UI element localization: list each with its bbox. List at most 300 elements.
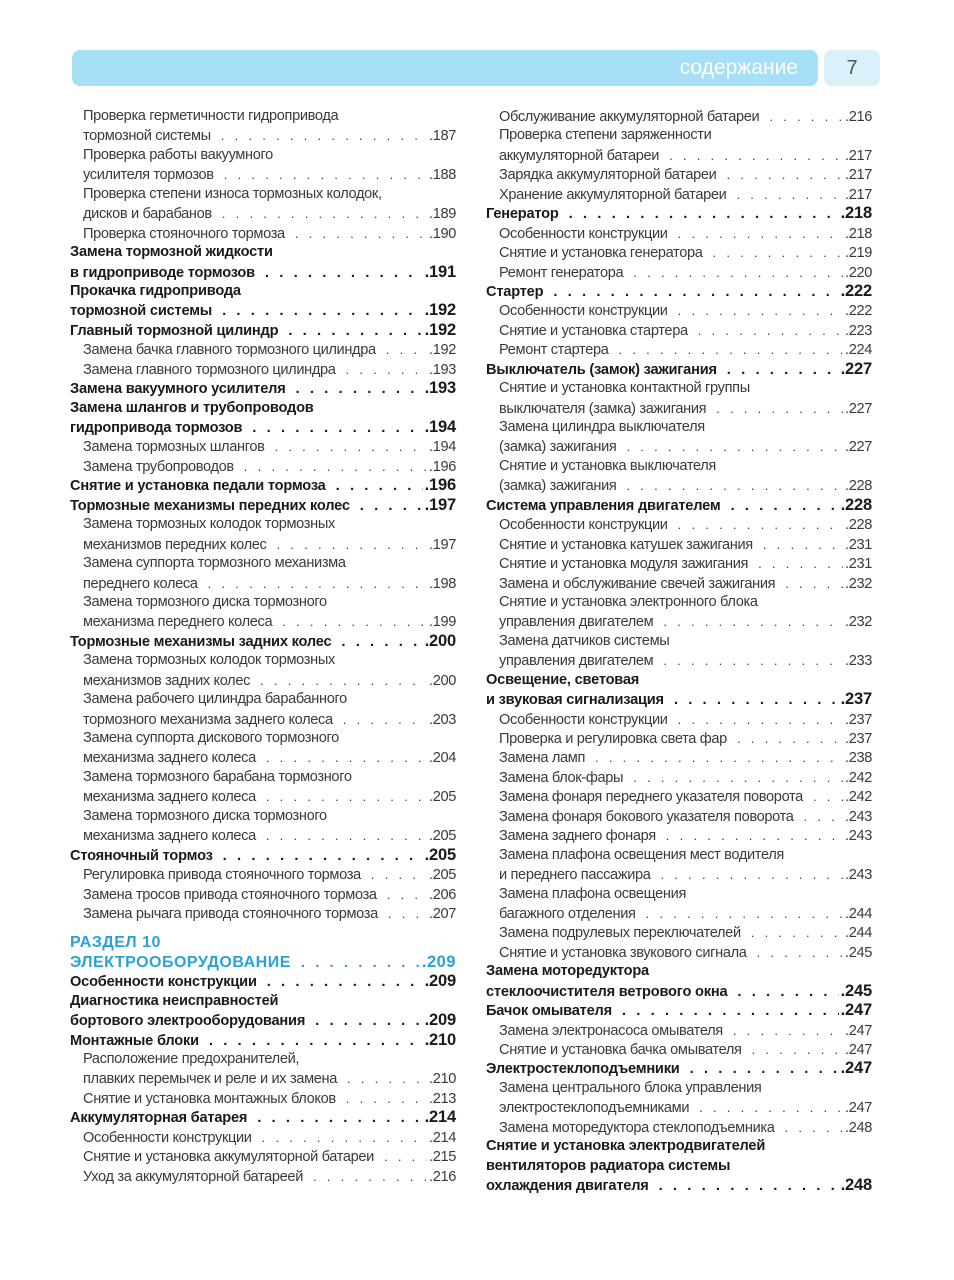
toc-entry-title: Снятие и установка катушек зажигания xyxy=(499,536,753,553)
toc-entry xyxy=(486,437,872,456)
toc-entry-page: .220 xyxy=(844,264,872,281)
toc-entry-title: Замена и обслуживание свечей зажигания xyxy=(499,575,776,592)
dot-leader xyxy=(266,748,427,767)
toc-entry xyxy=(486,574,872,593)
toc-entry xyxy=(70,992,456,1011)
dot-leader xyxy=(222,204,427,223)
toc-entry-title: Замена датчиков системы xyxy=(499,632,670,649)
toc-entry-title: Замена плафона освещения xyxy=(499,885,686,902)
toc-entry xyxy=(70,865,456,884)
toc-entry xyxy=(486,807,872,826)
toc-entry-page: .217 xyxy=(844,147,872,164)
toc-entry-title: управления двигателем xyxy=(499,653,654,670)
toc-entry-title: усилителя тормозов xyxy=(83,167,214,184)
toc-entry-page: .248 xyxy=(840,1176,872,1195)
toc-entry-page: .242 xyxy=(844,769,872,786)
toc-entry xyxy=(70,632,456,651)
toc-entry-title: Замена суппорта дискового тормозного xyxy=(83,730,339,746)
dot-leader xyxy=(301,953,420,972)
toc-entry-page: .237 xyxy=(844,731,872,747)
toc-entry xyxy=(70,457,456,476)
dot-leader xyxy=(553,282,838,301)
toc-entry-page: .196 xyxy=(424,476,456,495)
toc-entry-title: вентиляторов радиатора системы xyxy=(486,1157,731,1174)
toc-entry-page: .222 xyxy=(840,281,872,300)
toc-entry xyxy=(486,768,872,787)
toc-entry-title: механизмов передних колес xyxy=(83,536,267,553)
toc-entry xyxy=(70,146,456,165)
toc-entry xyxy=(70,885,456,904)
toc-entry-title: Хранение аккумуляторной батареи xyxy=(499,186,727,203)
toc-entry-page: .205 xyxy=(424,845,456,864)
toc-entry-title: Замена тормозного барабана тормозного xyxy=(83,768,352,785)
toc-entry-title: Проверка степени износа тормозных колодок, xyxy=(83,185,382,202)
toc-entry-title: Замена подрулевых переключателей xyxy=(499,925,741,942)
dot-leader xyxy=(716,399,843,418)
toc-entry-title: Замена плафона освещения мест водителя xyxy=(499,846,784,863)
toc-entry-page: .216 xyxy=(428,1168,456,1185)
toc-entry xyxy=(486,710,872,729)
toc-entry-page: .203 xyxy=(428,711,456,728)
toc-entry-title: Монтажные блоки xyxy=(70,1032,199,1049)
toc-entry-title: Замена главного тормозного цилиндра xyxy=(83,361,336,378)
dot-leader xyxy=(669,146,843,165)
toc-entry-title: Снятие и установка звукового сигнала xyxy=(499,944,747,961)
toc-entry xyxy=(70,904,456,923)
dot-leader xyxy=(633,768,843,787)
toc-entry-title: тормозного механизма заднего колеса xyxy=(83,711,333,728)
toc-entry-page: .190 xyxy=(428,225,456,242)
toc-entry-page: .227 xyxy=(840,359,872,378)
toc-entry-title: и переднего пассажира xyxy=(499,867,651,884)
toc-entry-title: Обслуживание аккумуляторной батареи xyxy=(499,109,760,125)
toc-entry xyxy=(70,612,456,631)
toc-entry xyxy=(486,165,872,184)
toc-entry xyxy=(70,554,456,573)
toc-entry-title: Замена тормозного диска тормозного xyxy=(83,593,327,610)
toc-entry xyxy=(70,224,456,243)
dot-leader xyxy=(265,263,423,282)
toc-entry-page: .228 xyxy=(844,478,872,495)
dot-leader xyxy=(221,126,427,145)
toc-entry-title: Снятие и установка бачка омывателя xyxy=(499,1042,742,1058)
toc-entry-page: .219 xyxy=(844,245,872,262)
toc-entry xyxy=(486,476,872,495)
toc-entry-page: .194 xyxy=(428,439,456,456)
toc-entry-page: .209 xyxy=(421,952,456,971)
toc-entry xyxy=(486,729,872,748)
toc-entry xyxy=(70,1108,456,1127)
toc-entry-title: Снятие и установка педали тормоза xyxy=(70,478,326,495)
toc-entry xyxy=(486,146,872,165)
dot-leader xyxy=(288,321,422,340)
toc-entry-page: .245 xyxy=(844,944,872,961)
toc-entry xyxy=(486,185,872,204)
toc-entry xyxy=(486,496,872,515)
toc-entry xyxy=(70,826,456,845)
toc-entry xyxy=(486,826,872,845)
toc-entry-title: Снятие и установка аккумуляторной батареи xyxy=(83,1149,374,1166)
toc-entry-page: .192 xyxy=(424,320,456,339)
toc-entry-page: .244 xyxy=(844,925,872,942)
toc-entry-page: .227 xyxy=(844,439,872,456)
dot-leader xyxy=(266,826,427,845)
dot-leader xyxy=(346,1089,427,1108)
toc-entry xyxy=(70,1128,456,1147)
dot-leader xyxy=(758,554,843,573)
toc-entry xyxy=(70,107,456,126)
toc-entry-page: .206 xyxy=(428,886,456,903)
toc-entry xyxy=(70,1050,456,1069)
toc-entry-title: Замена фонаря переднего указателя поворота xyxy=(499,789,803,806)
dot-leader xyxy=(659,1176,839,1195)
dot-leader xyxy=(733,1021,843,1040)
dot-leader xyxy=(785,1118,843,1137)
toc-entry-title: Замена тросов привода стояночного тормоза xyxy=(83,886,377,903)
dot-leader xyxy=(663,651,843,670)
dot-leader xyxy=(737,982,838,1001)
header-bar xyxy=(72,50,818,86)
toc-entry-title: Замена заднего фонаря xyxy=(499,828,656,845)
toc-entry xyxy=(70,340,456,359)
toc-entry xyxy=(486,612,872,631)
toc-entry xyxy=(70,807,456,826)
toc-entry xyxy=(486,535,872,554)
toc-entry xyxy=(70,165,456,184)
toc-entry xyxy=(70,846,456,865)
toc-entry-title: Замена тормозных колодок тормозных xyxy=(83,652,335,669)
toc-right-column xyxy=(486,107,872,1196)
toc-entry xyxy=(70,535,456,554)
toc-entry-page: .216 xyxy=(844,109,872,125)
toc-entry-title: Замена моторедуктора xyxy=(486,963,649,980)
toc-entry-title: Замена цилиндра выключателя xyxy=(499,419,705,435)
dot-leader xyxy=(752,1040,843,1059)
dot-leader xyxy=(569,204,839,223)
dot-leader xyxy=(713,243,843,262)
toc-entry-title: плавких перемычек и реле и их замена xyxy=(83,1071,337,1088)
toc-entry-page: .200 xyxy=(428,672,456,689)
toc-entry-page: .217 xyxy=(844,186,872,203)
toc-entry-title: Бачок омывателя xyxy=(486,1003,612,1020)
toc-entry-page: .232 xyxy=(844,614,872,631)
toc-entry-title: Генератор xyxy=(486,206,559,223)
toc-entry-title: Особенности конструкции xyxy=(83,1129,252,1146)
toc-entry-title: Замена блок-фары xyxy=(499,769,624,786)
toc-entry-title: Зарядка аккумуляторной батареи xyxy=(499,167,717,184)
toc-entry-page: .233 xyxy=(844,653,872,670)
dot-leader xyxy=(736,185,843,204)
toc-entry xyxy=(486,243,872,262)
toc-entry-title: механизма заднего колеса xyxy=(83,789,256,806)
toc-entry-title: Уход за аккумуляторной батареей xyxy=(83,1168,303,1185)
dot-leader xyxy=(252,418,422,437)
toc-entry-title: Замена рычага привода стояночного тормоза xyxy=(83,905,378,922)
toc-entry-title: Замена тормозной жидкости xyxy=(70,244,273,261)
toc-entry xyxy=(486,399,872,418)
dot-leader xyxy=(260,671,427,690)
toc-entry-title: Особенности конструкции xyxy=(70,974,257,991)
toc-entry-page: .210 xyxy=(428,1071,456,1088)
dot-leader xyxy=(678,224,843,243)
toc-entry-title: Особенности конструкции xyxy=(499,711,668,728)
toc-entry-title: дисков и барабанов xyxy=(83,206,212,223)
dot-leader xyxy=(751,923,843,942)
toc-left-column xyxy=(70,107,456,1186)
toc-entry xyxy=(70,185,456,204)
toc-entry xyxy=(70,933,456,952)
toc-entry-page: .196 xyxy=(428,458,456,475)
toc-entry-title: Система управления двигателем xyxy=(486,497,721,514)
toc-entry-title: Диагностика неисправностей xyxy=(70,992,279,1009)
toc-entry-title: Замена бачка главного тормозного цилиндра xyxy=(83,342,376,359)
dot-leader xyxy=(785,574,843,593)
toc-entry-title: Замена моторедуктора стеклоподъемника xyxy=(499,1119,775,1136)
toc-entry-title: Прокачка гидропривода xyxy=(70,282,241,299)
toc-entry-title: багажного отделения xyxy=(499,905,636,922)
dot-leader xyxy=(646,904,843,923)
toc-entry-title: Стартер xyxy=(486,283,544,300)
toc-entry-title: Проверка степени заряженности xyxy=(499,127,712,144)
toc-entry-title: Проверка и регулировка света фар xyxy=(499,731,727,747)
toc-entry xyxy=(486,923,872,942)
dot-leader xyxy=(295,224,427,243)
toc-entry-title: (замка) зажигания xyxy=(499,478,617,495)
toc-entry-title: управления двигателем xyxy=(499,614,654,631)
toc-entry xyxy=(486,1176,872,1195)
toc-entry-title: охлаждения двигателя xyxy=(486,1178,649,1195)
toc-entry-title: (замка) зажигания xyxy=(499,439,617,456)
toc-entry-title: РАЗДЕЛ 10 xyxy=(70,934,161,952)
toc-entry-title: Замена фонаря бокового указателя поворота xyxy=(499,808,794,825)
toc-entry-page: .243 xyxy=(844,808,872,825)
dot-leader xyxy=(626,476,843,495)
dot-leader xyxy=(661,865,843,884)
toc-entry xyxy=(70,729,456,748)
toc-entry-title: стеклоочистителя ветрового окна xyxy=(486,983,728,1000)
toc-entry-title: Замена центрального блока управления xyxy=(499,1079,762,1096)
toc-entry xyxy=(70,418,456,437)
dot-leader xyxy=(663,612,843,631)
dot-leader xyxy=(266,787,427,806)
toc-entry-page: .247 xyxy=(840,1001,872,1020)
toc-entry xyxy=(70,204,456,223)
toc-entry xyxy=(486,554,872,573)
toc-entry-page: .197 xyxy=(428,536,456,553)
toc-entry xyxy=(486,1021,872,1040)
toc-entry-title: механизма заднего колеса xyxy=(83,828,256,845)
toc-entry-title: Проверка герметичности гидропривода xyxy=(83,108,339,124)
toc-entry-title: Особенности конструкции xyxy=(499,303,668,320)
toc-entry xyxy=(486,263,872,282)
toc-entry-page: .188 xyxy=(428,167,456,184)
toc-entry-title: в гидроприводе тормозов xyxy=(70,264,255,281)
toc-entry xyxy=(70,282,456,301)
toc-entry xyxy=(486,224,872,243)
toc-entry-title: Снятие и установка монтажных блоков xyxy=(83,1090,336,1107)
toc-entry-page: .237 xyxy=(844,711,872,728)
toc-entry-page: .205 xyxy=(428,867,456,884)
toc-entry-title: Особенности конструкции xyxy=(499,517,668,534)
toc-entry xyxy=(70,1011,456,1030)
toc-entry-page: .205 xyxy=(428,828,456,845)
toc-entry xyxy=(70,671,456,690)
toc-entry xyxy=(486,282,872,301)
toc-entry-title: бортового электрооборудования xyxy=(70,1013,306,1030)
toc-entry-title: Выключатель (замок) зажигания xyxy=(486,361,717,378)
toc-entry-title: Снятие и установка стартера xyxy=(499,322,688,339)
toc-entry-title: гидропривода тормозов xyxy=(70,420,243,436)
toc-entry-page: .209 xyxy=(424,972,456,991)
dot-leader xyxy=(224,165,427,184)
page-number: 7 xyxy=(846,57,858,79)
dot-leader xyxy=(346,360,427,379)
toc-entry-page: .218 xyxy=(844,225,872,242)
toc-entry-page: .227 xyxy=(844,400,872,417)
toc-entry-page: .228 xyxy=(840,495,872,514)
toc-entry-page: .247 xyxy=(840,1059,872,1078)
dot-leader xyxy=(276,535,427,554)
toc-entry xyxy=(486,1098,872,1117)
toc-entry xyxy=(486,1137,872,1156)
dot-leader xyxy=(699,1098,843,1117)
dot-leader xyxy=(622,1001,839,1020)
toc-entry xyxy=(486,1001,872,1020)
toc-entry-title: электростеклоподъемниками xyxy=(499,1100,690,1117)
dot-leader xyxy=(282,612,427,631)
dot-leader xyxy=(386,340,427,359)
toc-entry-title: Особенности конструкции xyxy=(499,225,668,242)
toc-entry-title: Снятие и установка электронного блока xyxy=(499,593,758,610)
toc-entry-page: .198 xyxy=(428,575,456,592)
toc-entry xyxy=(486,885,872,904)
toc-entry xyxy=(486,690,872,709)
dot-leader xyxy=(336,476,423,495)
toc-entry xyxy=(486,340,872,359)
toc-entry xyxy=(486,204,872,223)
toc-entry xyxy=(486,1079,872,1098)
dot-leader xyxy=(737,729,843,748)
toc-entry-page: .207 xyxy=(428,905,456,922)
toc-entry-page: .248 xyxy=(844,1119,872,1136)
toc-entry-page: .193 xyxy=(428,361,456,378)
toc-entry xyxy=(70,593,456,612)
toc-entry-page: .231 xyxy=(844,556,872,573)
toc-entry xyxy=(70,690,456,709)
dot-leader xyxy=(763,535,843,554)
toc-entry-title: аккумуляторной батареи xyxy=(499,147,660,164)
dot-leader xyxy=(619,340,843,359)
toc-entry-title: Расположение предохранителей, xyxy=(83,1051,300,1067)
toc-entry-title: Замена тормозных шлангов xyxy=(83,439,265,456)
toc-entry-page: .244 xyxy=(844,905,872,922)
dot-leader xyxy=(208,574,427,593)
toc-entry-page: .193 xyxy=(424,379,456,398)
toc-entry-title: Ремонт генератора xyxy=(499,264,624,281)
dot-leader xyxy=(595,748,843,767)
toc-entry-page: .192 xyxy=(424,301,456,320)
toc-entry-page: .242 xyxy=(844,789,872,806)
toc-entry xyxy=(486,904,872,923)
toc-entry xyxy=(70,379,456,398)
toc-entry-title: Снятие и установка контактной группы xyxy=(499,380,750,397)
toc-entry-page: .223 xyxy=(844,322,872,339)
toc-entry-title: Аккумуляторная батарея xyxy=(70,1110,248,1127)
toc-entry-page: .209 xyxy=(424,1011,456,1030)
toc-entry xyxy=(486,1040,872,1059)
toc-entry-title: тормозной системы xyxy=(83,128,211,145)
toc-entry-page: .243 xyxy=(844,828,872,845)
toc-entry xyxy=(486,379,872,398)
toc-entry xyxy=(486,418,872,437)
dot-leader xyxy=(678,515,843,534)
toc-entry-page: .192 xyxy=(428,342,456,359)
dot-leader xyxy=(769,107,843,126)
toc-entry xyxy=(486,360,872,379)
toc-entry-page: .218 xyxy=(840,204,872,223)
toc-entry xyxy=(486,651,872,670)
toc-entry xyxy=(70,1147,456,1166)
toc-entry-page: .199 xyxy=(428,614,456,631)
dot-leader xyxy=(633,263,843,282)
dot-leader xyxy=(388,904,427,923)
toc-entry xyxy=(486,1118,872,1137)
toc-entry-page: .238 xyxy=(844,750,872,767)
toc-entry xyxy=(70,972,456,991)
toc-entry-page: .189 xyxy=(428,206,456,223)
toc-entry xyxy=(70,1089,456,1108)
dot-leader xyxy=(726,165,843,184)
toc-entry xyxy=(70,243,456,262)
toc-entry xyxy=(486,671,872,690)
toc-entry-page: .210 xyxy=(424,1030,456,1049)
toc-entry xyxy=(486,748,872,767)
toc-entry xyxy=(70,437,456,456)
toc-entry xyxy=(70,496,456,515)
toc-entry xyxy=(70,321,456,340)
toc-entry-title: Замена тормозных колодок тормозных xyxy=(83,516,335,533)
toc-entry-title: и звуковая сигнализация xyxy=(486,692,664,709)
toc-entry xyxy=(486,787,872,806)
toc-entry-page: .197 xyxy=(424,495,456,514)
dot-leader xyxy=(371,865,427,884)
toc-entry xyxy=(70,515,456,534)
toc-entry-title: Замена трубопроводов xyxy=(83,458,234,475)
dot-leader xyxy=(341,632,422,651)
toc-entry-page: .200 xyxy=(424,631,456,650)
toc-entry-page: .205 xyxy=(428,789,456,806)
toc-entry-title: Замена электронасоса омывателя xyxy=(499,1022,723,1039)
toc-entry xyxy=(486,962,872,981)
toc-entry xyxy=(70,1167,456,1186)
toc-entry xyxy=(486,515,872,534)
toc-entry-title: Замена тормозного диска тормозного xyxy=(83,807,327,824)
toc-entry-title: механизма переднего колеса xyxy=(83,614,273,631)
toc-entry-title: Электростеклоподъемники xyxy=(486,1061,680,1078)
dot-leader xyxy=(678,710,843,729)
toc-entry xyxy=(70,787,456,806)
dot-leader xyxy=(313,1167,427,1186)
toc-entry-title: Регулировка привода стояночного тормоза xyxy=(83,867,361,884)
toc-entry-title: механизма заднего колеса xyxy=(83,750,256,767)
toc-entry-page: .224 xyxy=(844,342,872,359)
toc-entry-title: Снятие и установка модуля зажигания xyxy=(499,556,749,573)
header-title: содержание xyxy=(679,56,798,79)
toc-entry xyxy=(486,632,872,651)
dot-leader xyxy=(804,807,843,826)
toc-entry-page: .247 xyxy=(844,1022,872,1039)
dot-leader xyxy=(209,1031,423,1050)
